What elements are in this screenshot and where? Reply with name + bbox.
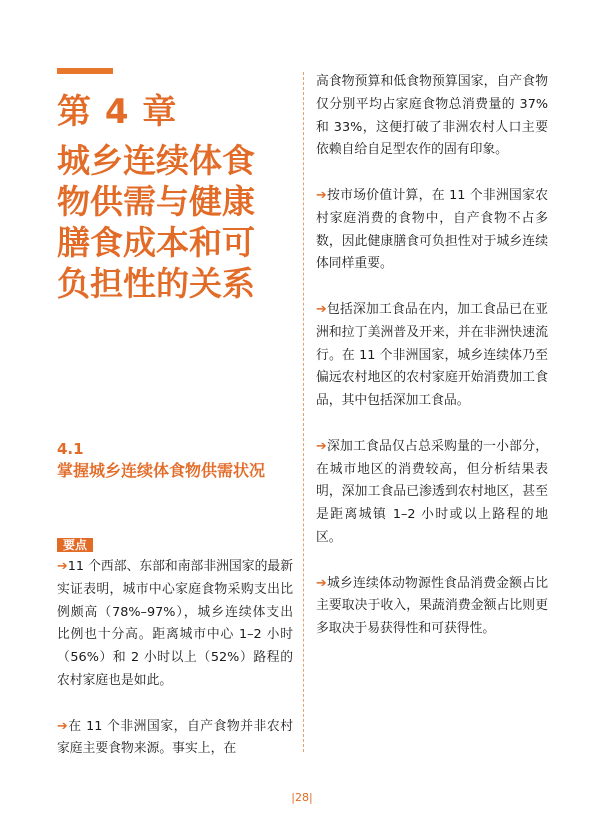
paragraph-text: 高食物预算和低食物预算国家，自产食物仅分别平均占家庭食物总消费量的 37% 和 33%，这便打破了非洲农村人口主要依赖自给自足型农作的固有印象。	[316, 74, 548, 158]
paragraph-text: 11 个西部、东部和南部非洲国家的最新实证表明，城市中心家庭食物采购支出比例颇高（78%–97%），城乡连续体支出比例也十分高。距离城市中心 1–2 小时（56%）和 2 小时以上（52%）路程的农村家庭也是如此。	[57, 559, 293, 688]
paragraph-text: 按市场价值计算，在 11 个非洲国家农村家庭消费的食物中，自产食物不占多数，因此健康膳食可负担性对于城乡连续体同样重要。	[316, 187, 548, 272]
chapter-label: 第 4 章	[57, 92, 178, 132]
continued-paragraph	[316, 71, 548, 162]
section-title: 掌握城乡连续体食物供需状况	[57, 461, 266, 480]
left-column	[57, 556, 293, 784]
arrow-icon: ➔	[316, 438, 327, 454]
bullet-paragraph	[316, 573, 548, 641]
paragraph-text: 深加工食品仅占总采购量的一小部分，在城市地区的消费较高，但分析结果表明，深加工食品已渗透到农村地区，甚至是距离城镇 1–2 小时或以上路程的地区。	[316, 438, 548, 545]
page-number: |28|	[291, 791, 313, 804]
chapter-title: 城乡连续体食物供需与健康膳食成本和可负担性的关系	[57, 141, 255, 303]
arrow-icon: ➔	[316, 575, 327, 591]
right-column	[316, 71, 548, 664]
column-divider	[303, 72, 304, 752]
section-number: 4.1	[57, 440, 84, 458]
arrow-icon: ➔	[316, 301, 327, 317]
chapter-accent-bar	[57, 68, 113, 74]
arrow-icon: ➔	[57, 718, 68, 734]
bullet-paragraph	[57, 716, 293, 762]
bullet-paragraph	[316, 185, 548, 276]
arrow-icon: ➔	[57, 559, 68, 574]
arrow-icon: ➔	[316, 187, 327, 203]
key-points-tag: 要点	[57, 538, 93, 552]
paragraph-text: 在 11 个非洲国家，自产食物并非农村家庭主要食物来源。事实上，在	[57, 718, 293, 757]
paragraph-text: 包括深加工食品在内，加工食品已在亚洲和拉丁美洲普及开来，并在非洲快速流行。在 11 个非洲国家，城乡连续体乃至偏远农村地区的农村家庭开始消费加工食品，其中包括深加工食品。	[316, 301, 548, 409]
bullet-paragraph	[57, 556, 293, 693]
bullet-paragraph	[316, 299, 548, 413]
bullet-paragraph	[316, 436, 548, 550]
paragraph-text: 城乡连续体动物源性食品消费金额占比主要取决于收入，果蔬消费金额占比则更多取决于易获得性和可获得性。	[316, 575, 548, 637]
